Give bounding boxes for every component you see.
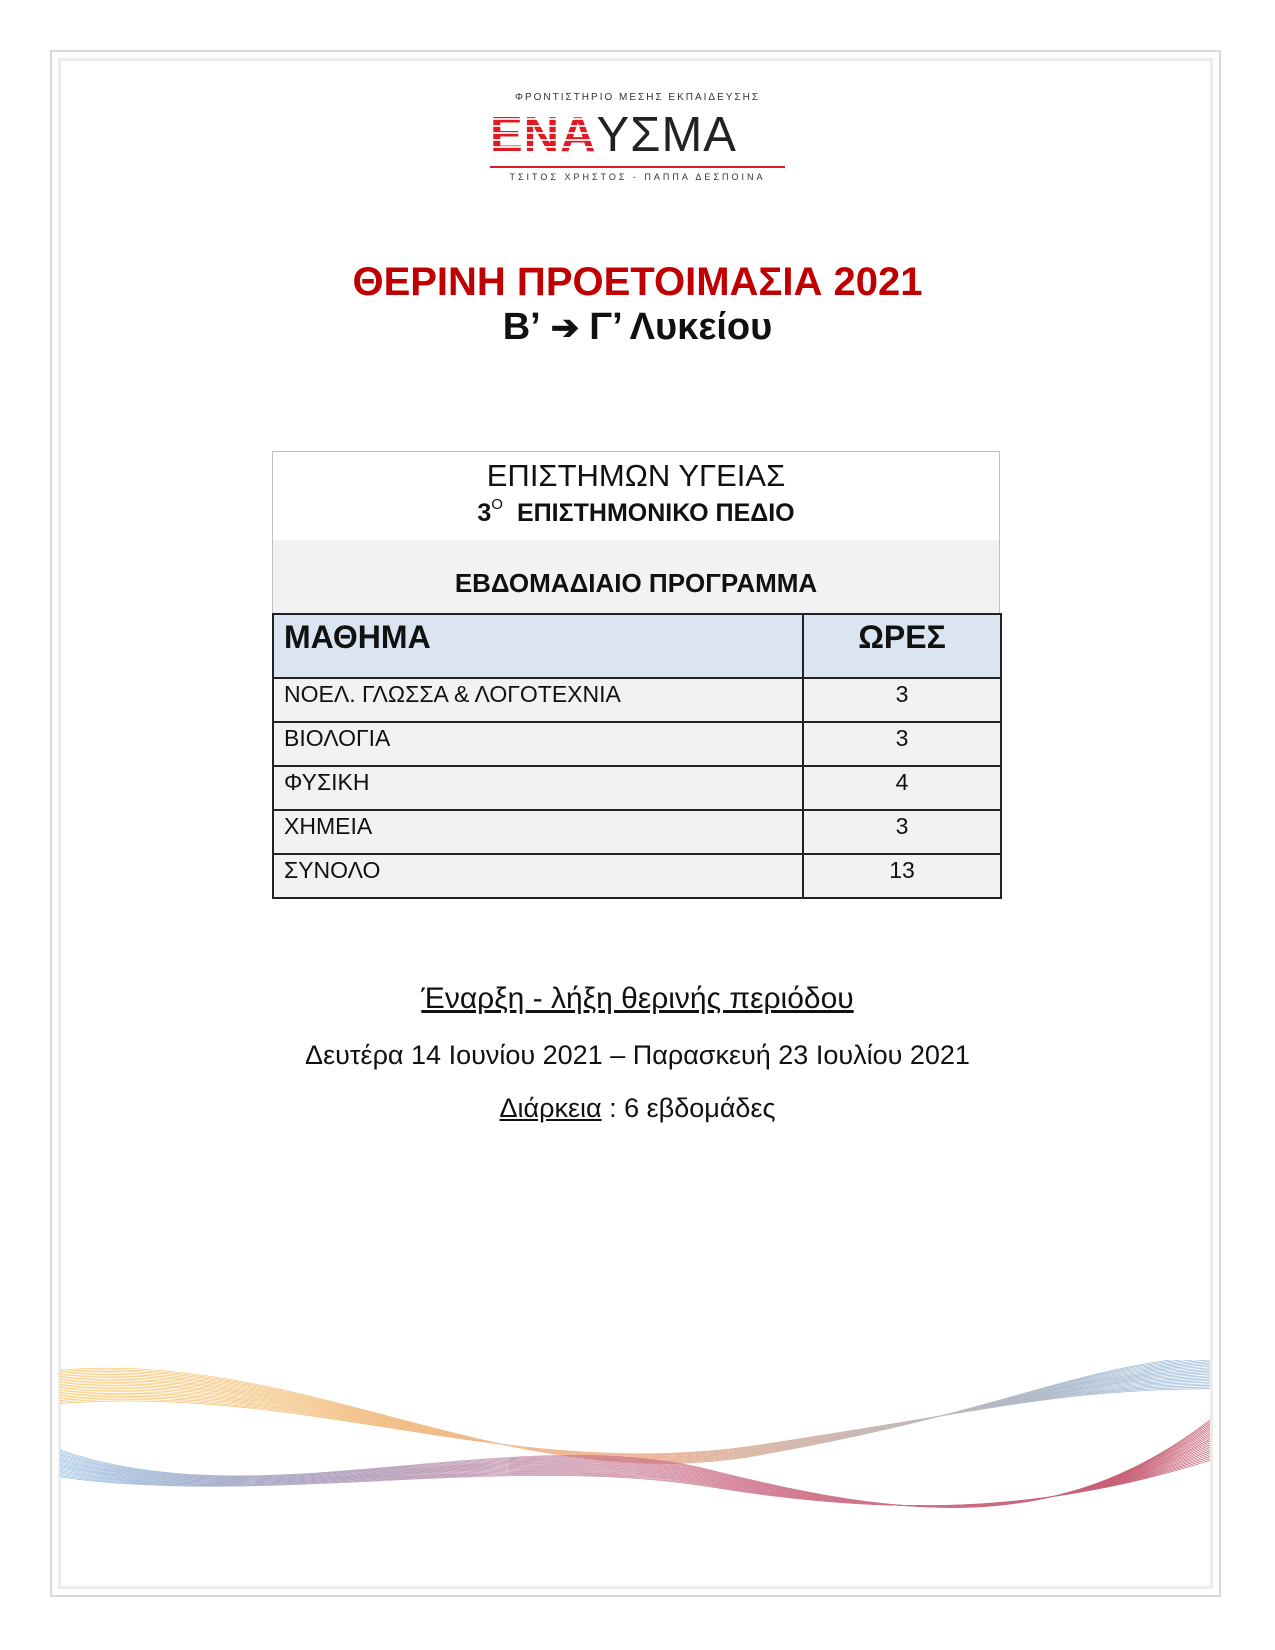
field-number-line <box>273 496 999 528</box>
field-header-bottom <box>273 540 999 613</box>
period-title: Έναρξη - λήξη θερινής περιόδου <box>421 982 854 1015</box>
hours-cell: 13 <box>803 854 1001 898</box>
subject-cell: ΣΥΝΟΛΟ <box>273 854 803 898</box>
logo-bottom-text: ΤΣΙΤΟΣ ΧΡΗΣΤΟΣ - ΠΑΠΠΑ ΔΕΣΠΟΙΝΑ <box>509 172 766 182</box>
wave-line-upper <box>60 1363 1210 1461</box>
from-class: Β’ <box>502 306 541 348</box>
to-class: Γ’ Λυκείου <box>589 306 773 348</box>
logo-brand-black: ΥΣΜΑ <box>596 108 737 162</box>
page-subtitle <box>0 306 1275 349</box>
wave-line-lower <box>60 1437 1210 1506</box>
wave-line-upper <box>60 1360 1210 1463</box>
subject-cell: ΝΟΕΛ. ΓΛΩΣΣΑ & ΛΟΓΟΤΕΧΝΙΑ <box>273 678 803 722</box>
logo <box>490 92 785 192</box>
wave-line-upper <box>60 1368 1210 1460</box>
wave-line-upper <box>60 1369 1210 1459</box>
table-row <box>273 810 1001 854</box>
duration-line <box>0 1093 1275 1124</box>
column-header-hours: ΩΡΕΣ <box>803 614 1001 678</box>
subject-cell: ΦΥΣΙΚΗ <box>273 766 803 810</box>
wave-line-lower <box>60 1439 1210 1506</box>
hours-cell: 3 <box>803 678 1001 722</box>
table-row <box>273 678 1001 722</box>
logo-top-text: ΦΡΟΝΤΙΣΤΗΡΙΟ ΜΕΣΗΣ ΕΚΠΑΙΔΕΥΣΗΣ <box>514 92 761 103</box>
logo-divider <box>490 166 785 168</box>
wave-line-upper <box>60 1371 1210 1459</box>
logo-brand-red: ΕΝΑ <box>490 108 597 162</box>
wave-line-lower <box>60 1435 1210 1506</box>
wave-line-upper <box>60 1373 1210 1459</box>
duration-value: : 6 εβδομάδες <box>601 1093 776 1123</box>
wave-line-upper <box>60 1361 1210 1461</box>
wave-line-upper <box>60 1360 1210 1463</box>
right-arrow-icon: ➔ <box>550 309 580 347</box>
schedule-title: ΕΒΔΟΜΑΔΙΑΙΟ ΠΡΟΓΡΑΜΜΑ <box>454 568 818 598</box>
wave-line-upper <box>60 1374 1210 1458</box>
field-header-top <box>273 452 999 541</box>
table-row-total <box>273 854 1001 898</box>
field-label: ΕΠΙΣΤΗΜΟΝΙΚΟ ΠΕΔΙΟ <box>516 499 795 527</box>
schedule-table <box>272 613 1002 899</box>
subject-cell: ΧΗΜΕΙΑ <box>273 810 803 854</box>
wave-line-upper <box>60 1365 1210 1461</box>
field-header-box <box>272 451 1000 613</box>
page-title: ΘΕΡΙΝΗ ΠΡΟΕΤΟΙΜΑΣΙΑ 2021 <box>352 260 923 304</box>
wave-line-lower <box>60 1433 1210 1506</box>
hours-cell: 3 <box>803 810 1001 854</box>
period-dates: Δευτέρα 14 Ιουνίου 2021 – Παρασκευή 23 Ιουλίου 2021 <box>305 1040 970 1070</box>
duration-label: Διάρκεια <box>499 1093 602 1123</box>
wave-line-upper <box>60 1360 1210 1462</box>
column-header-subject: ΜΑΘΗΜΑ <box>273 614 803 678</box>
wave-line-upper <box>60 1376 1210 1458</box>
wave-line-upper <box>60 1366 1210 1460</box>
table-row <box>273 766 1001 810</box>
wave-line-upper <box>60 1360 1210 1463</box>
logo-brand <box>490 110 785 160</box>
subject-cell: ΒΙΟΛΟΓΙΑ <box>273 722 803 766</box>
hours-cell: 3 <box>803 722 1001 766</box>
field-name: ΕΠΙΣΤΗΜΩΝ ΥΓΕΙΑΣ <box>486 458 786 493</box>
hours-cell: 4 <box>803 766 1001 810</box>
field-number-sup: Ο <box>491 496 503 513</box>
table-row <box>273 722 1001 766</box>
table-header-row <box>273 614 1001 678</box>
decorative-waves <box>60 1360 1210 1540</box>
field-number: 3 <box>477 499 492 527</box>
